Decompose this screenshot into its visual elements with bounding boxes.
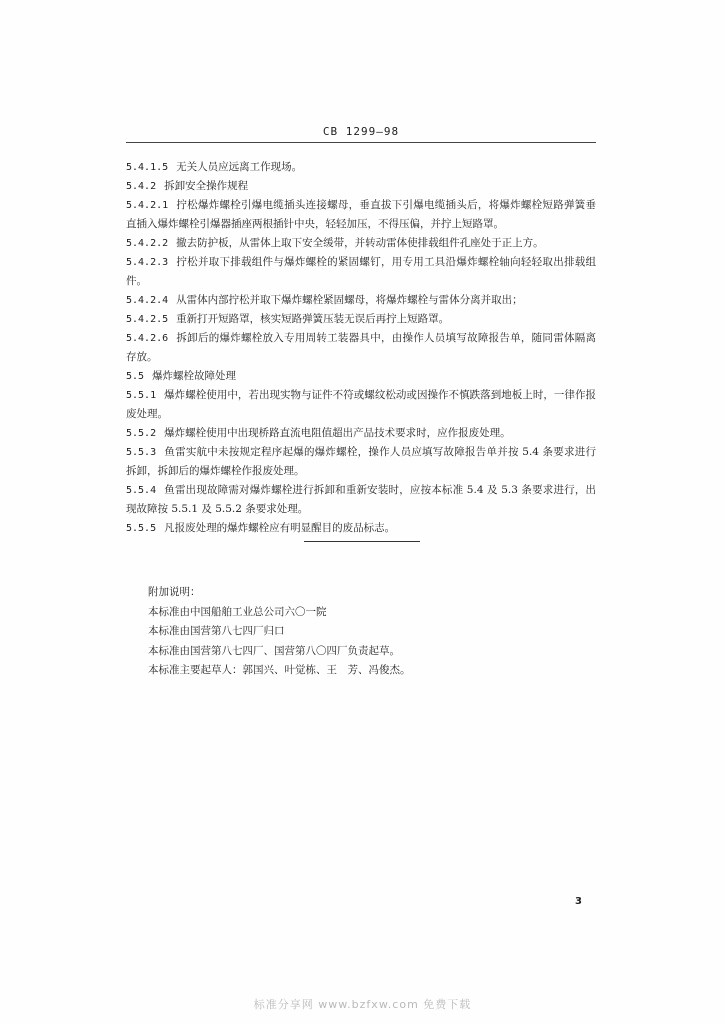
standard-number: CB 1299—98 [322,125,400,138]
clause-text: 从雷体内部拧松并取下爆炸螺栓紧固螺母，将爆炸螺栓与雷体分离并取出； [176,294,523,306]
section-heading [126,367,596,386]
clause-text: 爆炸螺栓故障处理 [152,370,237,382]
clause-text: 无关人员应远离工作现场。 [176,161,303,173]
clause-text: 拧松爆炸螺栓引爆电缆插头连接螺母，垂直拔下引爆电缆插头后，将爆炸螺栓短路弹簧垂直插入爆炸螺栓引爆器插座两根插针中央，轻轻加压，不得压偏，并拧上短路罩。 [126,199,596,230]
clause-number: 5.4.2.4 [126,295,169,306]
clause-number: 5.5.1 [126,390,157,401]
clause-text: 鱼雷实航中未按规定程序起爆的爆炸螺栓，操作人员应填写故障报告单并按 5.4 条要求进行拆卸，拆卸后的爆炸螺栓作报废处理。 [126,446,596,477]
clause-number: 5.5.3 [126,447,157,458]
page-number: 3 [575,896,582,907]
clause-number: 5.5.4 [126,485,157,496]
clause-text: 拆卸安全操作规程 [164,180,249,192]
clause [126,481,596,519]
clause [126,177,596,196]
clause [126,196,596,234]
clause-number: 5.4.2.2 [126,238,169,249]
clause-number: 5.4.2.5 [126,314,169,325]
clause-text: 爆炸螺栓使用中，若出现实物与证件不符或螺纹松动或因操作不慎跌落到地板上时，一律作报废处理。 [126,389,596,420]
clause-text: 鱼雷出现故障需对爆炸螺栓进行拆卸和重新安装时，应按本标准 5.4 及 5.3 条要求进行，出现故障按 5.5.1 及 5.5.2 条要求处理。 [126,484,596,515]
clause [126,310,596,329]
clause-text: 拆卸后的爆炸螺栓放入专用周转工装器具中，由操作人员填写故障报告单，随同雷体隔离存放。 [126,332,596,363]
clause-number: 5.4.2.1 [126,200,169,211]
body-text [126,158,596,538]
appendix-title: 附加说明： [148,586,201,598]
clause-number: 5.5.5 [126,523,157,534]
clause-text: 重新打开短路罩，核实短路弹簧压装无误后再拧上短路罩。 [176,313,450,325]
appendix-notes [148,583,508,681]
clause [126,158,596,177]
clause-text: 凡报废处理的爆炸螺栓应有明显醒目的废品标志。 [164,522,396,534]
clause [126,386,596,424]
clause-number: 5.4.2.3 [126,257,169,268]
appendix-line: 本标准由国营第八七四厂归口 [148,625,285,637]
header-rule [126,142,596,143]
appendix-line: 本标准由国营第八七四厂、国营第八〇四厂负责起草。 [148,644,400,657]
clause-number: 5.4.2.6 [126,333,169,344]
clause [126,443,596,481]
clause-text: 拧松并取下排载组件与爆炸螺栓的紧固螺钉，用专用工具沿爆炸螺栓轴向轻轻取出排载组件。 [126,256,596,287]
appendix-line: 本标准主要起草人：郭国兴、叶觉栋、王 芳、冯俊杰。 [148,664,411,676]
clause [126,234,596,253]
clause [126,253,596,291]
clause [126,329,596,367]
end-of-text-rule [304,541,420,542]
clause-number: 5.5 [126,371,145,382]
clause [126,424,596,443]
clause [126,519,596,538]
clause-number: 5.4.1.5 [126,162,169,173]
clause-number: 5.5.2 [126,428,157,439]
appendix-line: 本标准由中国船舶工业总公司六〇一院 [148,605,327,618]
clause-text: 撤去防护板，从雷体上取下安全缓带，并转动雷体使排载组件孔座处于正上方。 [176,237,544,249]
clause-number: 5.4.2 [126,181,157,192]
clause-text: 爆炸螺栓使用中出现桥路直流电阻值超出产品技术要求时，应作报废处理。 [164,427,511,439]
watermark-footer: 标准分享网 www.bzfxw.com 免费下载 [253,998,472,1011]
clause [126,291,596,310]
